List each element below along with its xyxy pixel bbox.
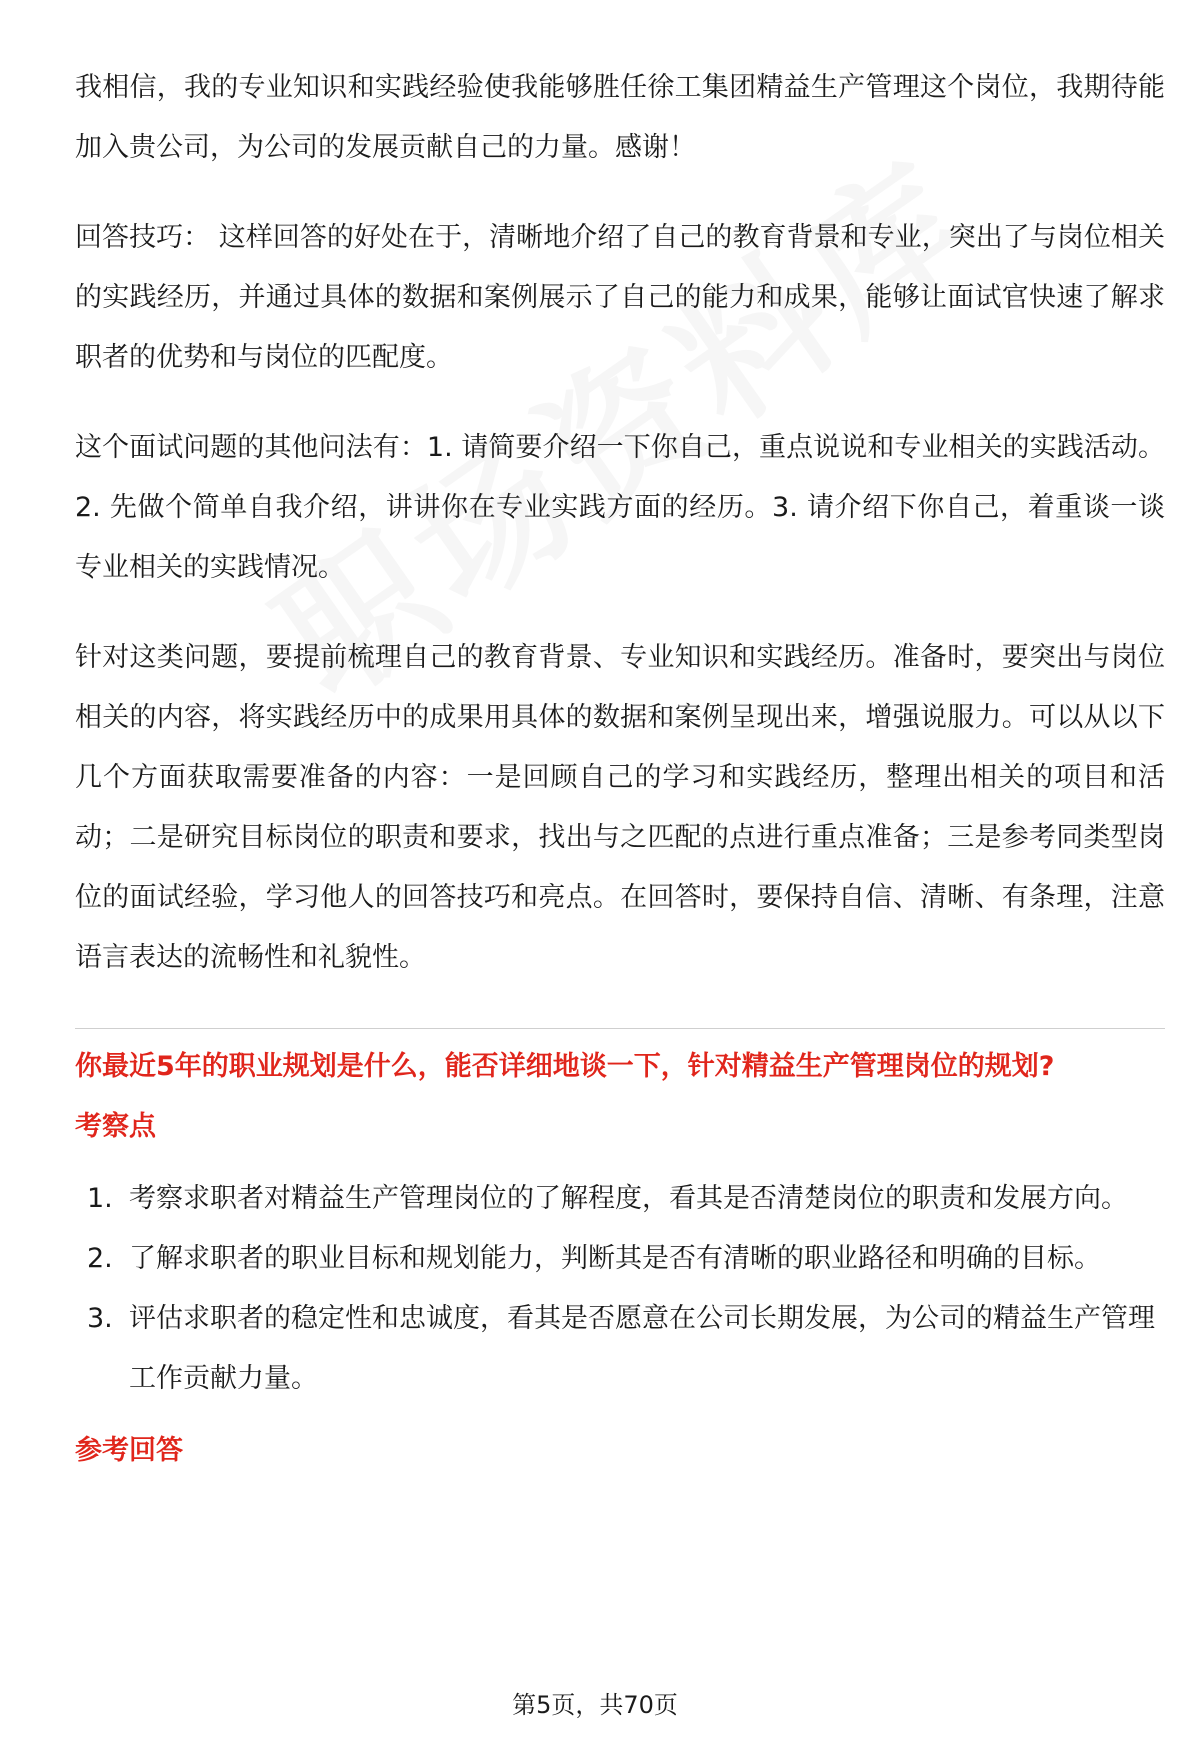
list-item-text: 评估求职者的稳定性和忠诚度，看其是否愿意在公司长期发展，为公司的精益生产管理工作贡献力量。 xyxy=(129,1303,1155,1394)
paragraph-alt-questions: 这个面试问题的其他问法有：1. 请简要介绍一下你自己，重点说说和专业相关的实践活动。2. 先做个简单自我介绍，讲讲你在专业实践方面的经历。3. 请介绍下你自己，着重谈一谈专业相关的实践情况。 xyxy=(75,432,1165,583)
paragraph-answer-tips: 回答技巧： 这样回答的好处在于，清晰地介绍了自己的教育背景和专业，突出了与岗位相关的实践经历，并通过具体的数据和案例展示了自己的能力和成果，能够让面试官快速了解求职者的优势和与岗位的匹配度。 xyxy=(75,222,1165,373)
question-heading: 你最近5年的职业规划是什么，能否详细地谈一下，针对精益生产管理岗位的规划? xyxy=(75,1051,1055,1082)
list-item-text: 考察求职者对精益生产管理岗位的了解程度，看其是否清楚岗位的职责和发展方向。 xyxy=(129,1183,1128,1214)
list-number: 1. xyxy=(87,1183,113,1214)
page-number: 第5页，共70页 xyxy=(512,1691,678,1719)
list-item xyxy=(75,1289,1165,1409)
answer-section-title: 参考回答 xyxy=(75,1435,183,1466)
paragraph-preparation: 针对这类问题，要提前梳理自己的教育背景、专业知识和实践经历。准备时，要突出与岗位相关的内容，将实践经历中的成果用具体的数据和案例呈现出来，增强说服力。可以从以下几个方面获取需要准备的内容：一是回顾自己的学习和实践经历，整理出相关的项目和活动；二是研究目标岗位的职责和要求，找出与之匹配的点进行重点准备；三是参考同类型岗位的面试经验，学习他人的回答技巧和亮点。在回答时，要保持自信、清晰、有条理，注意语言表达的流畅性和礼貌性。 xyxy=(75,642,1165,973)
list-item xyxy=(75,1229,1165,1289)
document-page xyxy=(75,58,1165,1493)
focus-points-list xyxy=(75,1169,1165,1409)
focus-section-title: 考察点 xyxy=(75,1111,156,1142)
list-item-text: 了解求职者的职业目标和规划能力，判断其是否有清晰的职业路径和明确的目标。 xyxy=(129,1243,1101,1274)
list-item xyxy=(75,1169,1165,1229)
paragraph-conclusion: 我相信，我的专业知识和实践经验使我能够胜任徐工集团精益生产管理这个岗位，我期待能加入贵公司，为公司的发展贡献自己的力量。感谢！ xyxy=(75,72,1165,163)
section-divider xyxy=(75,1028,1165,1029)
list-number: 3. xyxy=(87,1303,113,1334)
list-number: 2. xyxy=(87,1243,113,1274)
